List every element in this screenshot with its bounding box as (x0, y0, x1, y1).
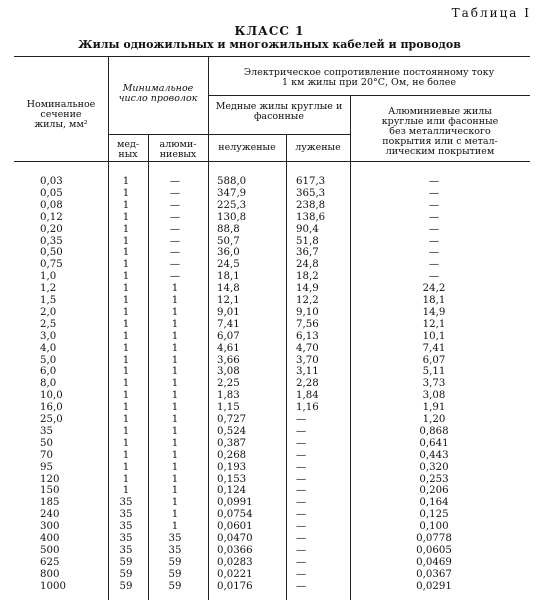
cell-resistance-untinned: 88,8 (217, 223, 240, 235)
cell-aluminium-wires: 1 (171, 295, 179, 306)
cell-aluminium-wires: 1 (171, 461, 179, 473)
cell-resistance-untinned: 24,5 (217, 259, 240, 271)
cell-resistance-tinned: — (296, 473, 307, 485)
cell-resistance-aluminium: 1,91 (422, 402, 446, 414)
cell-resistance-untinned: 0,268 (217, 449, 247, 461)
cell-aluminium-wires: 59 (168, 556, 182, 568)
cell-aluminium-wires: 1 (171, 378, 179, 390)
header-mid-rule (208, 95, 530, 96)
cell-section: 2,5 (40, 318, 57, 330)
cell-resistance-aluminium: 10,1 (422, 330, 446, 342)
cell-aluminium-wires: — (169, 187, 181, 199)
cell-copper-wires: 1 (122, 390, 130, 402)
copper-round-header: Медные жилы круглые и фасонные (215, 101, 343, 122)
cell-aluminium-wires: 1 (171, 318, 179, 330)
cell-section: 3,0 (40, 330, 57, 342)
cell-resistance-aluminium: — (428, 271, 440, 283)
cell-resistance-untinned: 18,1 (217, 271, 240, 283)
cell-aluminium-wires: — (169, 271, 181, 283)
cell-resistance-untinned: 0,387 (217, 437, 247, 449)
cell-copper-wires: 1 (122, 176, 130, 187)
cell-resistance-tinned: 7,56 (296, 318, 319, 330)
cell-resistance-aluminium: 1,20 (422, 414, 446, 425)
cell-copper-wires: 1 (122, 473, 130, 485)
cell-resistance-tinned: — (296, 533, 307, 544)
cell-aluminium-wires: 1 (171, 449, 179, 461)
cell-copper-wires: 1 (122, 223, 130, 235)
cell-resistance-tinned: 1,84 (296, 390, 319, 402)
resistance-header: Электрическое сопротивление постоянному току 1 км жилы при 20°С, Ом, не более (243, 67, 495, 88)
cell-aluminium-wires: 1 (171, 425, 179, 437)
cell-aluminium-wires: — (169, 199, 181, 211)
cell-resistance-untinned: 225,3 (217, 199, 247, 211)
cell-aluminium-wires: 59 (168, 580, 182, 592)
cell-section: 25,0 (40, 414, 63, 425)
cell-aluminium-wires: 1 (171, 402, 179, 414)
cell-copper-wires: 35 (119, 544, 133, 556)
cell-resistance-aluminium: 14,9 (422, 306, 446, 318)
cell-resistance-untinned: 347,9 (217, 187, 247, 199)
cell-resistance-untinned: 2,25 (217, 378, 240, 390)
cell-resistance-aluminium: 0,206 (419, 485, 449, 497)
cell-resistance-untinned: 130,8 (217, 211, 247, 223)
cell-resistance-aluminium: 12,1 (422, 318, 446, 330)
cell-resistance-aluminium: 24,2 (422, 283, 446, 295)
cell-section: 35 (40, 425, 53, 437)
cell-resistance-tinned: 3,11 (296, 366, 319, 378)
cell-resistance-tinned: — (296, 556, 307, 568)
cell-copper-wires: 35 (119, 533, 133, 544)
cell-section: 0,03 (40, 176, 63, 187)
untinned-header: нелуженые (218, 142, 276, 153)
cell-resistance-untinned: 0,0991 (217, 497, 253, 509)
cell-resistance-untinned: 14,8 (217, 283, 240, 295)
cell-copper-wires: 1 (122, 330, 130, 342)
cell-section: 625 (40, 556, 60, 568)
cell-copper-wires: 1 (122, 306, 130, 318)
cell-copper-wires: 1 (122, 342, 130, 354)
cell-resistance-aluminium: 0,253 (419, 473, 449, 485)
cell-resistance-untinned: 3,08 (217, 366, 240, 378)
cell-resistance-aluminium: 0,443 (419, 449, 449, 461)
cell-aluminium-wires: — (169, 176, 181, 187)
cell-section: 150 (40, 485, 60, 497)
cell-copper-wires: 1 (122, 247, 130, 259)
cell-resistance-tinned: 18,2 (296, 271, 319, 283)
cell-aluminium-wires: 1 (171, 473, 179, 485)
cell-resistance-tinned: 36,7 (296, 247, 319, 259)
cell-copper-wires: 59 (119, 568, 133, 580)
cell-copper-wires: 1 (122, 485, 130, 497)
cell-section: 70 (40, 449, 53, 461)
cell-section: 10,0 (40, 390, 63, 402)
cell-copper-wires: 1 (122, 378, 130, 390)
cell-resistance-aluminium: — (428, 176, 440, 187)
header-divider-3 (208, 56, 209, 600)
cell-section: 300 (40, 521, 60, 533)
cell-resistance-untinned: 0,0283 (217, 556, 253, 568)
cell-resistance-aluminium: — (428, 259, 440, 271)
cell-resistance-untinned: 0,727 (217, 414, 247, 425)
cell-aluminium-wires: 1 (171, 485, 179, 497)
cell-resistance-aluminium: 0,0469 (416, 556, 452, 568)
cell-resistance-tinned: 24,8 (296, 259, 319, 271)
table-subtitle: Жилы одножильных и многожильных кабелей и проводов (78, 38, 461, 51)
cell-resistance-untinned: 1,15 (217, 402, 240, 414)
cell-aluminium-wires: 1 (171, 437, 179, 449)
cell-resistance-aluminium: — (428, 235, 440, 247)
header-top-rule (14, 56, 530, 57)
cell-copper-wires: 1 (122, 211, 130, 223)
header-divider-1 (108, 56, 109, 600)
cell-aluminium-wires: 1 (171, 414, 179, 425)
cell-copper-wires: 1 (122, 402, 130, 414)
cell-resistance-tinned: 6,13 (296, 330, 319, 342)
cell-aluminium-wires: 35 (168, 533, 182, 544)
cell-copper-wires: 59 (119, 580, 133, 592)
copper-wires-header: мед- ных (116, 139, 140, 160)
cell-resistance-tinned: 1,16 (296, 402, 319, 414)
cell-resistance-untinned: 0,0366 (217, 544, 253, 556)
cell-resistance-aluminium: 0,641 (419, 437, 449, 449)
cell-resistance-tinned: 3,70 (296, 354, 319, 366)
cell-aluminium-wires: 1 (171, 366, 179, 378)
cell-resistance-tinned: 14,9 (296, 283, 319, 295)
cell-section: 240 (40, 509, 60, 521)
cell-aluminium-wires: 1 (171, 497, 179, 509)
cell-resistance-untinned: 0,0754 (217, 509, 253, 521)
cell-resistance-untinned: 1,83 (217, 390, 240, 402)
cell-aluminium-wires: 1 (171, 342, 179, 354)
cell-resistance-aluminium: — (428, 211, 440, 223)
cell-resistance-tinned: 138,6 (296, 211, 326, 223)
cell-copper-wires: 35 (119, 497, 133, 509)
cell-resistance-aluminium: 5,11 (422, 366, 446, 378)
cell-resistance-tinned: 12,2 (296, 295, 319, 306)
cell-section: 6,0 (40, 366, 57, 378)
cell-resistance-tinned: 2,28 (296, 378, 319, 390)
cell-resistance-tinned: 9,10 (296, 306, 319, 318)
cell-aluminium-wires: — (169, 235, 181, 247)
cell-section: 4,0 (40, 342, 57, 354)
cell-resistance-tinned: — (296, 580, 307, 592)
cell-resistance-aluminium: — (428, 199, 440, 211)
cell-copper-wires: 1 (122, 461, 130, 473)
cell-aluminium-wires: 59 (168, 568, 182, 580)
aluminium-round-header: Алюминиевые жилы круглые или фасонные без металлического покрытия или с метал- лическим покрытием (381, 106, 499, 157)
cell-copper-wires: 1 (122, 437, 130, 449)
min-wires-header: Минимальное число проволок (118, 83, 198, 104)
cell-copper-wires: 35 (119, 521, 133, 533)
cell-section: 0,05 (40, 187, 63, 199)
cell-resistance-tinned: — (296, 414, 307, 425)
cell-copper-wires: 1 (122, 318, 130, 330)
cell-aluminium-wires: 35 (168, 544, 182, 556)
cell-aluminium-wires: 1 (171, 330, 179, 342)
cell-resistance-tinned: — (296, 461, 307, 473)
cell-aluminium-wires: 1 (171, 283, 179, 295)
cell-copper-wires: 1 (122, 449, 130, 461)
cell-section: 0,75 (40, 259, 63, 271)
cell-aluminium-wires: — (169, 211, 181, 223)
cell-resistance-tinned: 51,8 (296, 235, 319, 247)
cell-section: 185 (40, 497, 60, 509)
cell-resistance-aluminium: 3,08 (422, 390, 446, 402)
cell-copper-wires: 1 (122, 295, 130, 306)
cell-copper-wires: 1 (122, 425, 130, 437)
cell-section: 95 (40, 461, 53, 473)
cell-resistance-untinned: 6,07 (217, 330, 240, 342)
cell-resistance-untinned: 50,7 (217, 235, 240, 247)
cell-resistance-aluminium: 0,0778 (416, 533, 452, 544)
cell-aluminium-wires: — (169, 259, 181, 271)
cell-aluminium-wires: 1 (171, 521, 179, 533)
cell-section: 0,20 (40, 223, 63, 235)
cell-section: 1,0 (40, 271, 57, 283)
cell-section: 0,35 (40, 235, 63, 247)
cell-resistance-aluminium: — (428, 247, 440, 259)
cell-aluminium-wires: 1 (171, 306, 179, 318)
cell-resistance-untinned: 0,0221 (217, 568, 253, 580)
cell-resistance-untinned: 3,66 (217, 354, 240, 366)
cell-resistance-aluminium: 0,125 (419, 509, 449, 521)
cell-resistance-untinned: 0,0176 (217, 580, 253, 592)
cell-copper-wires: 1 (122, 187, 130, 199)
cell-section: 1,5 (40, 295, 57, 306)
cell-section: 0,50 (40, 247, 63, 259)
cell-resistance-untinned: 36,0 (217, 247, 240, 259)
cell-resistance-aluminium: 0,0367 (416, 568, 452, 580)
cell-copper-wires: 59 (119, 556, 133, 568)
cell-resistance-tinned: 90,4 (296, 223, 319, 235)
cell-resistance-untinned: 9,01 (217, 306, 240, 318)
cell-section: 50 (40, 437, 53, 449)
cell-section: 1000 (40, 580, 66, 592)
cell-resistance-aluminium: 7,41 (422, 342, 446, 354)
cell-resistance-aluminium: 0,0605 (416, 544, 452, 556)
cell-section: 400 (40, 533, 60, 544)
cell-resistance-aluminium: — (428, 223, 440, 235)
cell-section: 500 (40, 544, 60, 556)
cell-resistance-untinned: 0,124 (217, 485, 247, 497)
wires-sub-rule (108, 134, 350, 135)
cell-copper-wires: 35 (119, 509, 133, 521)
cell-resistance-aluminium: — (428, 187, 440, 199)
cell-aluminium-wires: — (169, 223, 181, 235)
cell-copper-wires: 1 (122, 283, 130, 295)
table-title: КЛАСС 1 (234, 24, 305, 38)
cell-resistance-untinned: 0,524 (217, 425, 247, 437)
cell-resistance-untinned: 0,153 (217, 473, 247, 485)
cell-resistance-tinned: — (296, 544, 307, 556)
cell-resistance-tinned: — (296, 485, 307, 497)
cell-section: 120 (40, 473, 60, 485)
cell-aluminium-wires: 1 (171, 509, 179, 521)
cell-copper-wires: 1 (122, 354, 130, 366)
cell-aluminium-wires: 1 (171, 354, 179, 366)
cell-resistance-untinned: 0,0601 (217, 521, 253, 533)
cell-resistance-aluminium: 0,100 (419, 521, 449, 533)
cell-aluminium-wires: 1 (171, 390, 179, 402)
cell-resistance-untinned: 7,41 (217, 318, 240, 330)
cell-copper-wires: 1 (122, 414, 130, 425)
cell-copper-wires: 1 (122, 271, 130, 283)
cell-section: 800 (40, 568, 60, 580)
aluminium-wires-header: алюми- ниевых (159, 139, 197, 160)
table-number-label: Таблица I (451, 6, 531, 20)
cell-resistance-untinned: 0,0470 (217, 533, 253, 544)
header-divider-4 (286, 134, 287, 600)
cell-resistance-tinned: — (296, 449, 307, 461)
cell-resistance-aluminium: 0,320 (419, 461, 449, 473)
cell-resistance-tinned: — (296, 425, 307, 437)
cell-resistance-tinned: — (296, 509, 307, 521)
cell-resistance-tinned: — (296, 437, 307, 449)
cell-resistance-untinned: 0,193 (217, 461, 247, 473)
tinned-header: луженые (295, 142, 341, 153)
cell-resistance-aluminium: 6,07 (422, 354, 446, 366)
cell-section: 1,2 (40, 283, 57, 295)
cell-resistance-aluminium: 3,73 (422, 378, 446, 390)
header-divider-2 (148, 134, 149, 600)
cell-resistance-untinned: 588,0 (217, 176, 247, 187)
cell-resistance-tinned: — (296, 521, 307, 533)
cell-resistance-tinned: 365,3 (296, 187, 326, 199)
cell-resistance-aluminium: 0,868 (419, 425, 449, 437)
cell-section: 5,0 (40, 354, 57, 366)
cell-resistance-aluminium: 0,0291 (416, 580, 452, 592)
cell-resistance-tinned: — (296, 497, 307, 509)
cell-resistance-untinned: 12,1 (217, 295, 240, 306)
header-bottom-rule (14, 161, 530, 162)
cell-resistance-aluminium: 0,164 (419, 497, 449, 509)
cell-section: 16,0 (40, 402, 63, 414)
cell-section: 2,0 (40, 306, 57, 318)
section-header: Номинальное сечение жилы, мм² (26, 99, 96, 130)
cell-copper-wires: 1 (122, 235, 130, 247)
cell-resistance-untinned: 4,61 (217, 342, 240, 354)
cell-copper-wires: 1 (122, 259, 130, 271)
cell-section: 8,0 (40, 378, 57, 390)
cell-resistance-tinned: — (296, 568, 307, 580)
cell-section: 0,12 (40, 211, 63, 223)
cell-resistance-tinned: 4,70 (296, 342, 319, 354)
cell-copper-wires: 1 (122, 199, 130, 211)
cell-copper-wires: 1 (122, 366, 130, 378)
cell-aluminium-wires: — (169, 247, 181, 259)
cell-resistance-aluminium: 18,1 (422, 295, 446, 306)
cell-section: 0,08 (40, 199, 63, 211)
cell-resistance-tinned: 617,3 (296, 176, 326, 187)
cell-resistance-tinned: 238,8 (296, 199, 326, 211)
